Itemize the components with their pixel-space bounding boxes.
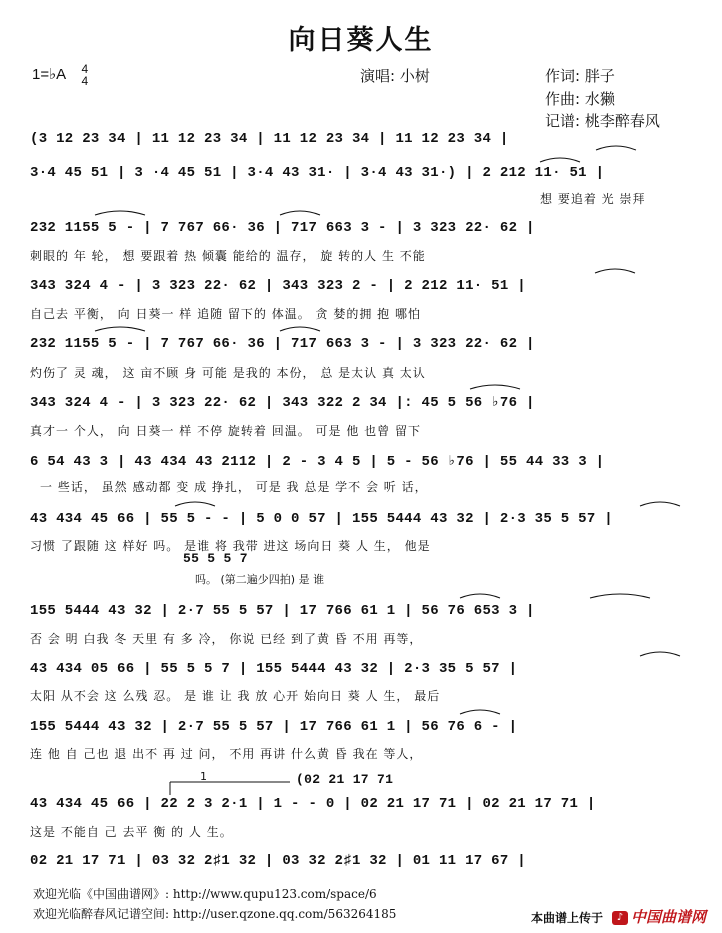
- time-top: 4: [81, 62, 89, 76]
- composer-credit: 作曲: 水獭: [545, 90, 615, 108]
- logo-icon: ♪: [612, 911, 628, 925]
- time-bottom: 4: [81, 74, 89, 88]
- tie-arc: [470, 385, 520, 389]
- score-row-9-lyrics: 否 会 明 白我 冬 天里 有 多 冷， 你说 已经 到了黄 昏 不用 再等，: [30, 632, 423, 646]
- upload-label: 本曲谱上传于: [531, 911, 604, 925]
- score-row-13-notes: 02 21 17 71 | 03 32 2♯1 32 | 03 32 2♯1 32 | 01 11 17 67 |: [30, 853, 526, 869]
- score-row-8-notes: 43 434 45 66 | 55 5 - - | 5 0 0 57 | 155 5444 43 32 | 2·3 35 5 57 |: [30, 511, 613, 527]
- site-logo[interactable]: [612, 906, 706, 927]
- tie-arc: [460, 710, 500, 714]
- score-row-2-lyrics: 想 要追着 光 崇拜: [540, 192, 646, 206]
- transcriber-credit: 记谱: 桃李醉春风: [545, 112, 660, 130]
- score-row-7-lyrics: 一 些话， 虽然 感动都 变 成 挣扎， 可是 我 总是 学不 会 听 话，: [40, 480, 428, 494]
- tie-arc: [590, 594, 650, 598]
- score-row-8-lyrics: 习惯 了跟随 这 样好 吗。 是谁 将 我带 进这 场向日 葵 人 生， 他是: [30, 539, 431, 553]
- key-label: 1=♭A: [32, 65, 66, 83]
- score-row-5-lyrics: 灼伤了 灵 魂， 这 亩不顾 身 可能 是我的 本份， 总 是太认 真 太认: [30, 366, 426, 380]
- tie-arc: [460, 594, 500, 598]
- score-row-3-notes: 232 1155 5 - | 7 767 66· 36 | 717 663 3 - | 3 323 22· 62 |: [30, 220, 535, 236]
- ending-marker: 1: [200, 770, 207, 783]
- score-row-12-lyrics: 这是 不能自 己 去平 衡 的 人 生。: [30, 825, 233, 839]
- tie-arc: [95, 211, 145, 215]
- lyricist-credit: 作词: 胖子: [545, 67, 615, 85]
- score-row-9-notes: 155 5444 43 32 | 2·7 55 5 57 | 17 766 61 1 | 56 76 653 3 |: [30, 603, 535, 619]
- tie-arc: [596, 146, 636, 150]
- footer-link-qzone[interactable]: 欢迎光临醉春风记谱空间: http://user.qzone.qq.com/563264185: [33, 907, 397, 921]
- score-row-2-notes: 3·4 45 51 | 3 ·4 45 51 | 3·4 43 31· | 3·4 43 31·) | 2 212 11· 51 |: [30, 165, 605, 181]
- score-row-5-notes: 232 1155 5 - | 7 767 66· 36 | 717 663 3 - | 3 323 22· 62 |: [30, 336, 535, 352]
- score-row-10-notes: 43 434 05 66 | 55 5 5 7 | 155 5444 43 32 | 2·3 35 5 57 |: [30, 661, 518, 677]
- score-row-11-lyrics: 连 他 自 己也 退 出不 再 过 问， 不用 再讲 什么黄 昏 我在 等人，: [30, 747, 423, 761]
- score-row-12-notes: 43 434 45 66 | 22 2 3 2·1 | 1 - - 0 | 02 21 17 71 | 02 21 17 71 |: [30, 796, 596, 812]
- tie-arc: [540, 158, 580, 162]
- score-row-11-notes: 155 5444 43 32 | 2·7 55 5 57 | 17 766 61 1 | 56 76 6 - |: [30, 719, 518, 735]
- score-row-3-lyrics: 刺眼的 年 轮， 想 要跟着 热 倾囊 能给的 温存， 旋 转的人 生 不能: [30, 249, 426, 263]
- score-row-1-notes: (3 12 23 34 | 11 12 23 34 | 11 12 23 34 | 11 12 23 34 |: [30, 131, 509, 147]
- tie-arc: [280, 211, 320, 215]
- score-row-10-lyrics: 太阳 从不会 这 么残 忍。 是 谁 让 我 放 心开 始向日 葵 人 生， 最后: [30, 689, 441, 703]
- logo-text: 中国曲谱网: [631, 908, 707, 926]
- tie-arc: [95, 327, 145, 331]
- song-title: 向日葵人生: [288, 25, 434, 56]
- tie-arc: [640, 652, 680, 656]
- singer-credit: 演唱: 小树: [360, 67, 430, 85]
- tie-arc: [175, 502, 215, 506]
- tie-arc: [280, 327, 320, 331]
- tie-arc: [595, 269, 635, 273]
- footer-link-qupu[interactable]: 欢迎光临《中国曲谱网》: http://www.qupu123.com/space/6: [33, 887, 377, 901]
- score-row-6-notes: 343 324 4 - | 3 323 22· 62 | 343 322 2 34 |: 45 5 56 ♭76 |: [30, 395, 535, 411]
- tie-arc: [640, 502, 680, 506]
- alternate-ending-lyrics: 吗。 (第二遍少四拍) 是 谁: [195, 573, 325, 586]
- score-row-4-notes: 343 324 4 - | 3 323 22· 62 | 343 323 2 - | 2 212 11· 51 |: [30, 278, 526, 294]
- score-row-4-lyrics: 自己去 平衡， 向 日葵一 样 追随 留下的 体温。 贪 婪的拥 抱 哪怕: [30, 307, 421, 321]
- score-row-7-notes: 6 54 43 3 | 43 434 43 2112 | 2 - 3 4 5 | 5 - 56 ♭76 | 55 44 33 3 |: [30, 454, 605, 470]
- alternate-ending-notes: 55 5 5 7: [183, 551, 248, 566]
- ending-repeat-notes: (02 21 17 71: [296, 772, 394, 787]
- score-row-6-lyrics: 真才一 个人， 向 日葵一 样 不停 旋转着 回温。 可是 他 也曾 留下: [30, 424, 421, 438]
